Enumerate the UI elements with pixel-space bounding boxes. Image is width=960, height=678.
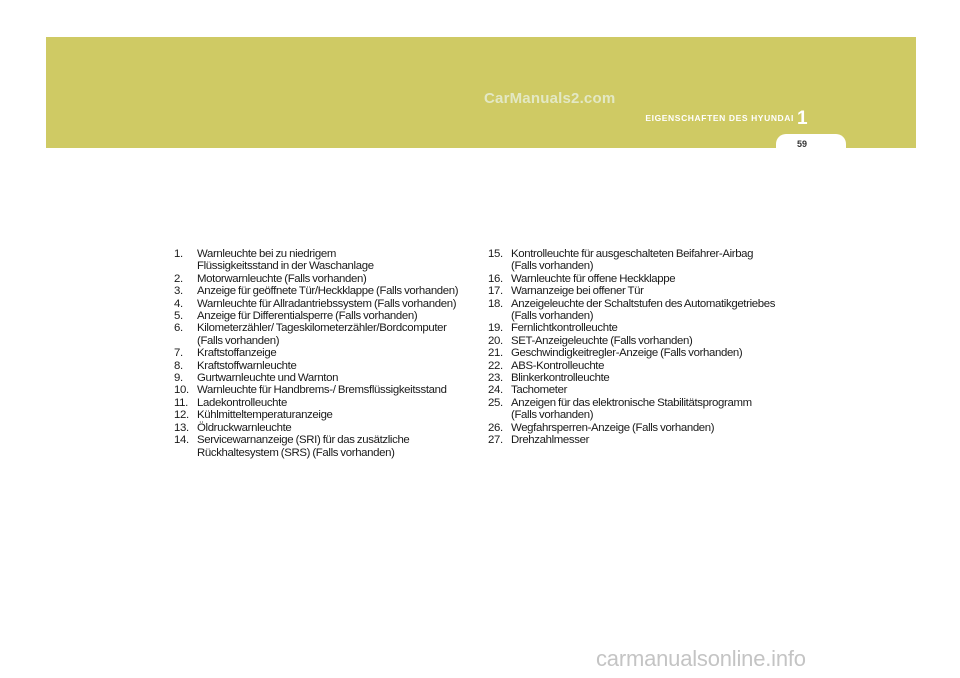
list-item bbox=[488, 434, 798, 446]
list-item bbox=[174, 322, 474, 347]
list-item-text: Kilometerzähler/ Tageskilometerzähler/Bordcomputer bbox=[197, 322, 447, 335]
list-item-number: 2. bbox=[174, 272, 183, 285]
list-item-number: 15. bbox=[488, 248, 503, 260]
list-item-body bbox=[511, 248, 753, 273]
list-item-text: Warnleuchte für Handbrems-/ Bremsflüssigkeitsstand bbox=[197, 384, 447, 397]
list-item-number: 25. bbox=[488, 396, 503, 409]
list-item-text: Öldruckwarnleuchte bbox=[197, 421, 292, 434]
list-item-text: Kraftstoffwarnleuchte bbox=[197, 359, 297, 372]
list-item-text: ABS-Kontrolleuchte bbox=[511, 359, 605, 372]
list-item-number: 21. bbox=[488, 347, 503, 360]
list-item-text: Gurtwarnleuchte und Warnton bbox=[197, 372, 339, 385]
list-item-number: 8. bbox=[174, 359, 183, 372]
list-item bbox=[174, 347, 474, 359]
page-number: 59 bbox=[796, 139, 807, 149]
list-item-continuation: Flüssigkeitsstand in der Waschanlage bbox=[197, 260, 374, 273]
list-item-text: Tachometer bbox=[511, 384, 568, 397]
list-item-number: 18. bbox=[488, 297, 503, 310]
list-item-text: Warnleuchte bei zu niedrigem bbox=[197, 248, 336, 260]
list-item-text: Kühlmitteltemperaturanzeige bbox=[197, 409, 333, 422]
list-item-body bbox=[511, 397, 752, 422]
list-item-continuation: Rückhaltesystem (SRS) (Falls vorhanden) bbox=[197, 446, 395, 459]
list-item-text: Warnleuchte für Allradantriebssystem (Falls vorhanden) bbox=[197, 297, 457, 310]
list-item-text: Kontrolleuchte für ausgeschalteten Beifahrer-Airbag bbox=[511, 248, 754, 260]
list-item bbox=[488, 422, 798, 434]
list-item-text: Anzeigen für das elektronische Stabilitätsprogramm bbox=[511, 396, 752, 409]
list-item-number: 10. bbox=[174, 384, 189, 397]
list-item-number: 7. bbox=[174, 347, 183, 360]
list-item bbox=[488, 285, 798, 297]
list-item-number: 23. bbox=[488, 372, 503, 385]
list-item-body bbox=[197, 310, 417, 322]
list-item-number: 17. bbox=[488, 285, 503, 298]
list-item-number: 12. bbox=[174, 409, 189, 422]
list-item-number: 6. bbox=[174, 322, 183, 335]
list-item bbox=[488, 384, 798, 396]
list-item-text: Geschwindigkeitregler-Anzeige (Falls vorhanden) bbox=[511, 347, 743, 360]
list-item-number: 24. bbox=[488, 384, 503, 397]
list-item-text: Kraftstoffanzeige bbox=[197, 347, 277, 360]
list-item bbox=[174, 384, 474, 396]
list-item-number: 22. bbox=[488, 359, 503, 372]
list-item-text: Fernlichtkontrolleuchte bbox=[511, 322, 618, 335]
chapter-title: EIGENSCHAFTEN DES HYUNDAI bbox=[645, 113, 794, 123]
list-item-body bbox=[511, 384, 567, 396]
list-item-number: 3. bbox=[174, 285, 183, 298]
list-item-body bbox=[197, 422, 291, 434]
list-item bbox=[488, 273, 798, 285]
footer-watermark: carmanualsonline.info bbox=[596, 646, 806, 671]
list-item-number: 11. bbox=[174, 396, 188, 409]
header-band bbox=[46, 37, 916, 148]
list-item bbox=[488, 372, 798, 384]
list-item bbox=[174, 310, 474, 322]
list-item-body bbox=[511, 422, 714, 434]
list-item-body bbox=[197, 384, 447, 396]
list-item bbox=[174, 434, 474, 459]
list-item-text: Anzeige für Differentialsperre (Falls vorhanden) bbox=[197, 310, 418, 323]
list-item-number: 9. bbox=[174, 372, 183, 385]
list-item-body bbox=[197, 372, 338, 384]
list-item-text: Servicewarnanzeige (SRI) für das zusätzliche bbox=[197, 434, 410, 447]
list-item-text: SET-Anzeigeleuchte (Falls vorhanden) bbox=[511, 334, 693, 347]
list-item-body bbox=[511, 335, 692, 347]
list-item-number: 5. bbox=[174, 310, 183, 323]
list-item bbox=[174, 422, 474, 434]
list-item bbox=[174, 273, 474, 285]
list-item-text: Motorwarnleuchte (Falls vorhanden) bbox=[197, 272, 367, 285]
list-item-continuation: (Falls vorhanden) bbox=[511, 260, 594, 273]
list-item-number: 19. bbox=[488, 322, 503, 335]
list-item-body bbox=[197, 409, 333, 421]
list-item-number: 26. bbox=[488, 421, 503, 434]
list-item-body bbox=[511, 285, 644, 297]
legend-list-right bbox=[488, 248, 798, 447]
list-item bbox=[174, 397, 474, 409]
list-item-text: Anzeige für geöffnete Tür/Heckklappe (Falls vorhanden) bbox=[197, 285, 459, 298]
list-item-body bbox=[511, 434, 589, 446]
list-item-text: Warnanzeige bei offener Tür bbox=[511, 285, 644, 298]
list-item-body bbox=[197, 273, 366, 285]
list-item-body bbox=[511, 360, 604, 372]
list-item bbox=[488, 322, 798, 334]
list-item-text: Drehzahlmesser bbox=[511, 434, 590, 447]
list-item-body bbox=[197, 347, 276, 359]
list-item-number: 13. bbox=[174, 421, 189, 434]
list-item bbox=[488, 298, 798, 323]
list-item-body bbox=[197, 298, 456, 310]
list-item-body bbox=[511, 372, 609, 384]
list-item-body bbox=[511, 322, 618, 334]
list-item bbox=[488, 397, 798, 422]
list-item-body bbox=[197, 360, 296, 372]
list-item bbox=[488, 248, 798, 273]
list-item-body bbox=[511, 298, 775, 323]
list-item bbox=[174, 409, 474, 421]
list-item-body bbox=[197, 248, 374, 273]
list-item bbox=[488, 347, 798, 359]
list-item-text: Ladekontrolleuchte bbox=[197, 396, 287, 409]
list-item-number: 16. bbox=[488, 272, 503, 285]
list-item bbox=[174, 248, 474, 273]
list-item bbox=[488, 360, 798, 372]
list-item-number: 4. bbox=[174, 297, 183, 310]
list-item-body bbox=[197, 322, 447, 347]
list-item bbox=[488, 335, 798, 347]
list-item-continuation: (Falls vorhanden) bbox=[511, 409, 594, 422]
list-item-text: Warnleuchte für offene Heckklappe bbox=[511, 272, 676, 285]
list-item-body bbox=[511, 273, 675, 285]
list-item bbox=[174, 298, 474, 310]
legend-list-left bbox=[174, 248, 474, 459]
list-item-number: 14. bbox=[174, 434, 189, 447]
list-item-text: Anzeigeleuchte der Schaltstufen des Automatikgetriebes bbox=[511, 297, 776, 310]
list-item-body bbox=[197, 434, 409, 459]
list-item bbox=[174, 360, 474, 372]
list-item-body bbox=[197, 285, 458, 297]
site-watermark: CarManuals2.com bbox=[484, 90, 616, 107]
list-item-text: Wegfahrsperren-Anzeige (Falls vorhanden) bbox=[511, 421, 715, 434]
list-item-number: 20. bbox=[488, 334, 503, 347]
list-item bbox=[174, 285, 474, 297]
list-item-number: 27. bbox=[488, 434, 503, 447]
chapter-number: 1 bbox=[797, 108, 808, 129]
list-item-continuation: (Falls vorhanden) bbox=[511, 310, 594, 323]
list-item-body bbox=[197, 397, 287, 409]
list-item-body bbox=[511, 347, 742, 359]
list-item-text: Blinkerkontrolleuchte bbox=[511, 372, 610, 385]
list-item-number: 1. bbox=[174, 248, 183, 260]
list-item bbox=[174, 372, 474, 384]
list-item-continuation: (Falls vorhanden) bbox=[197, 334, 280, 347]
